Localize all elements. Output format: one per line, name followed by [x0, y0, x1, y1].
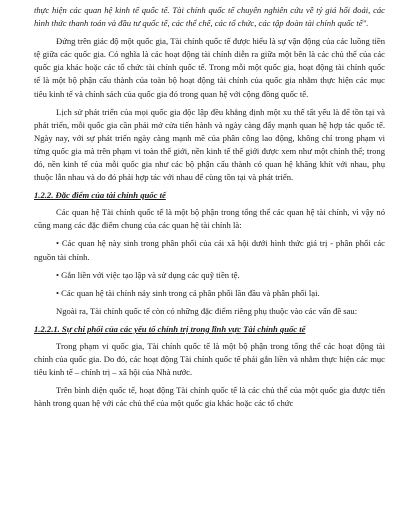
intro-quote: thực hiện các quan hệ kinh tế quốc tế. Tài chính quốc tế chuyên nghiên cứu về tỷ giá hối đoái, các hình thức thanh toán và đầu tư quốc tế, các thể chế, các tổ chức, các tập đoàn tài chính quốc tế". — [34, 5, 385, 29]
paragraph-2: Lịch sử phát triển của mọi quốc gia độc lập đều khẳng định một xu thế tất yếu là để tồn tại và phát triển, mỗi quốc gia cần phải mở cửa tiến hành và ngày càng đẩy mạnh quan hệ hợp tác quốc tế. Ngày nay, với sự phát triển ngày càng mạnh mẽ của phân công lao động, không chỉ trong phạm vi từng quốc gia mà trên phạm vi toàn thế giới, nền kinh tế thế giới được xem như một chỉnh thể; trong đó, nền kinh tế của mỗi quốc gia như các bộ phận cấu thành có quan hệ khăng khít với nhau, phụ thuộc lẫn nhau và do đó phải hợp tác với nhau để cùng tồn tại và phát triển. — [34, 106, 385, 183]
paragraph-1: Đứng trên giác độ một quốc gia, Tài chính quốc tế được hiểu là sự vận động của các luồng tiền tệ giữa các quốc gia. Có nghĩa là các hoạt động tài chính diễn ra giữa một bên là các chủ thể của các quốc gia khác hoặc các tổ chức tài chính quốc tế. Trong mỗi một quốc gia, hoạt động tài chính quốc tế là một bộ phận cấu thành của toàn bộ hoạt động tài chính của quốc gia nhằm thực hiện các mục tiêu kinh tế và chính sách của quốc gia đó trong quan hệ với cộng đồng quốc tế. — [34, 36, 385, 99]
bullet-item: • Các quan hệ này sinh trong phân phối của cải xã hội dưới hình thức giá trị - phân phối các nguồn tài chính. — [34, 238, 385, 262]
paragraph-5: Trong phạm vi quốc gia, Tài chính quốc tế là một bộ phận trong tổng thể các hoạt động tài chính của quốc gia. Do đó, các hoạt động Tài chính quốc tế phải gắn liền và nhằm thực hiện các mục tiêu kinh tế – chính trị – xã hội của Nhà nước. — [34, 340, 385, 378]
paragraph-6: Trên bình diện quốc tế, hoạt động Tài chính quốc tế là các chủ thể của một quốc gia được tiến hành trong quan hệ với các chủ thể của một quốc gia khác hoặc các tổ chức — [34, 385, 385, 409]
section-heading-1-2-2-1: 1.2.2.1. Sự chi phối của các yếu tố chính trị trong lĩnh vực Tài chính quốc tế — [34, 323, 306, 334]
section-heading-1-2-2: 1.2.2. Đặc điểm của tài chính quốc tế — [34, 190, 166, 201]
bullet-item: • Gắn liền với việc tạo lập và sử dụng các quỹ tiền tệ. — [56, 269, 240, 280]
bullet-item: • Các quan hệ tài chính nảy sinh trong cả phân phối lần đầu và phân phối lại. — [56, 287, 320, 298]
paragraph-3: Các quan hệ Tài chính quốc tế là một bộ phận trong tổng thể các quan hệ tài chính, vì vậy nó cũng mang các đặc điểm chung của các quan hệ tài chính là: — [34, 207, 385, 231]
paragraph-4: Ngoài ra, Tài chính quốc tế còn có những đặc điểm riêng phụ thuộc vào các vấn đề sau: — [56, 305, 358, 316]
